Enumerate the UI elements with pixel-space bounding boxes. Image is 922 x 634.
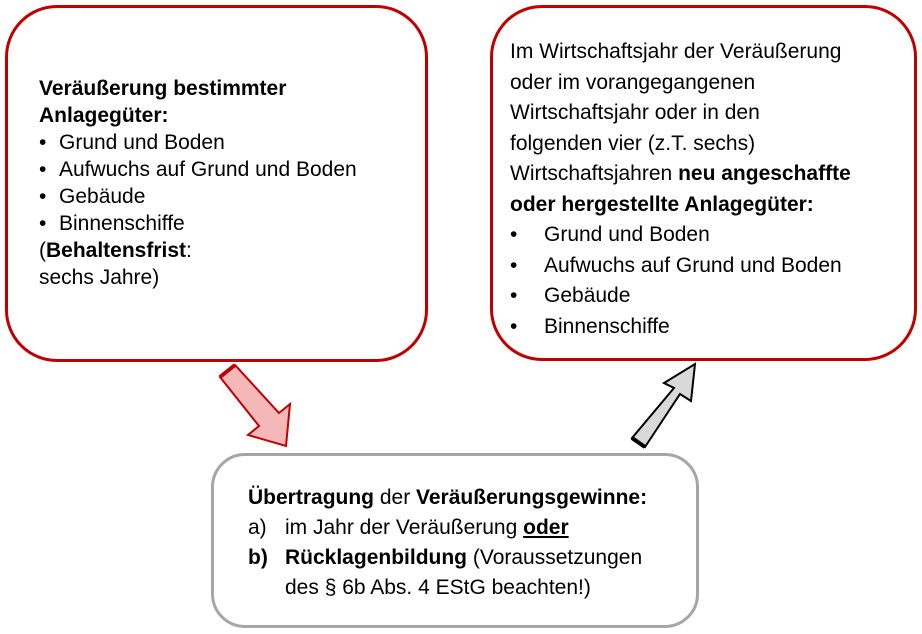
option-b-text: (Voraussetzungen: [467, 546, 643, 569]
reinvestment-asset-list: [510, 220, 910, 342]
holding-period-label: Behaltensfrist: [46, 239, 187, 262]
option-a: [248, 513, 688, 543]
list-item: • Aufwuchs auf Grund und Boden: [510, 251, 910, 282]
holding-period-value: sechs Jahre): [39, 266, 160, 289]
gain-transfer-text: [248, 483, 688, 603]
intro-line: Wirtschaftsjahren: [510, 162, 679, 185]
option-a-text: im Jahr der Veräußerung: [285, 516, 524, 539]
heading-gains: Veräußerungsgewinne:: [416, 486, 648, 509]
sale-heading-line2: Anlagegüter:: [39, 104, 169, 127]
grey-up-arrow: [632, 364, 695, 447]
heading-transfer: Übertragung: [248, 486, 374, 509]
list-item: • Aufwuchs auf Grund und Boden: [39, 156, 424, 183]
sale-assets-text: [39, 75, 424, 291]
list-item: • Binnenschiffe: [39, 210, 424, 237]
option-b-text: des § 6b Abs. 4 EStG beachten!): [285, 576, 591, 599]
intro-emphasis: oder hergestellte Anlagegüter:: [510, 192, 814, 216]
holding-period-note: [39, 237, 424, 291]
option-a-marker: a): [248, 516, 267, 539]
list-item: • Grund und Boden: [39, 129, 424, 156]
option-a-or: oder: [523, 516, 569, 539]
option-b-label: Rücklagenbildung: [285, 546, 468, 569]
reinvestment-text: [510, 37, 910, 342]
list-item: • Grund und Boden: [510, 220, 910, 251]
note-open-paren: (: [39, 239, 46, 262]
list-item: • Gebäude: [39, 183, 424, 210]
sale-asset-list: [39, 129, 424, 237]
option-b-marker: b): [248, 546, 268, 569]
intro-line: folgenden vier (z.T. sechs): [510, 131, 756, 155]
red-down-arrow: [220, 365, 290, 446]
option-b: [248, 543, 688, 603]
intro-line: Im Wirtschaftsjahr der Veräußerung: [510, 40, 842, 63]
list-item: • Binnenschiffe: [510, 312, 910, 343]
list-item: • Gebäude: [510, 281, 910, 312]
intro-line: oder im vorangegangenen: [510, 70, 756, 94]
intro-emphasis: neu angeschaffte: [678, 162, 851, 185]
reinvestment-intro: [510, 37, 910, 220]
sale-heading-line1: Veräußerung bestimmter: [39, 77, 287, 100]
heading-connector: der: [374, 486, 417, 509]
sale-heading: [39, 75, 424, 129]
note-colon: :: [186, 239, 192, 262]
gain-transfer-heading: [248, 483, 688, 513]
intro-line: Wirtschaftsjahr oder in den: [510, 101, 760, 124]
